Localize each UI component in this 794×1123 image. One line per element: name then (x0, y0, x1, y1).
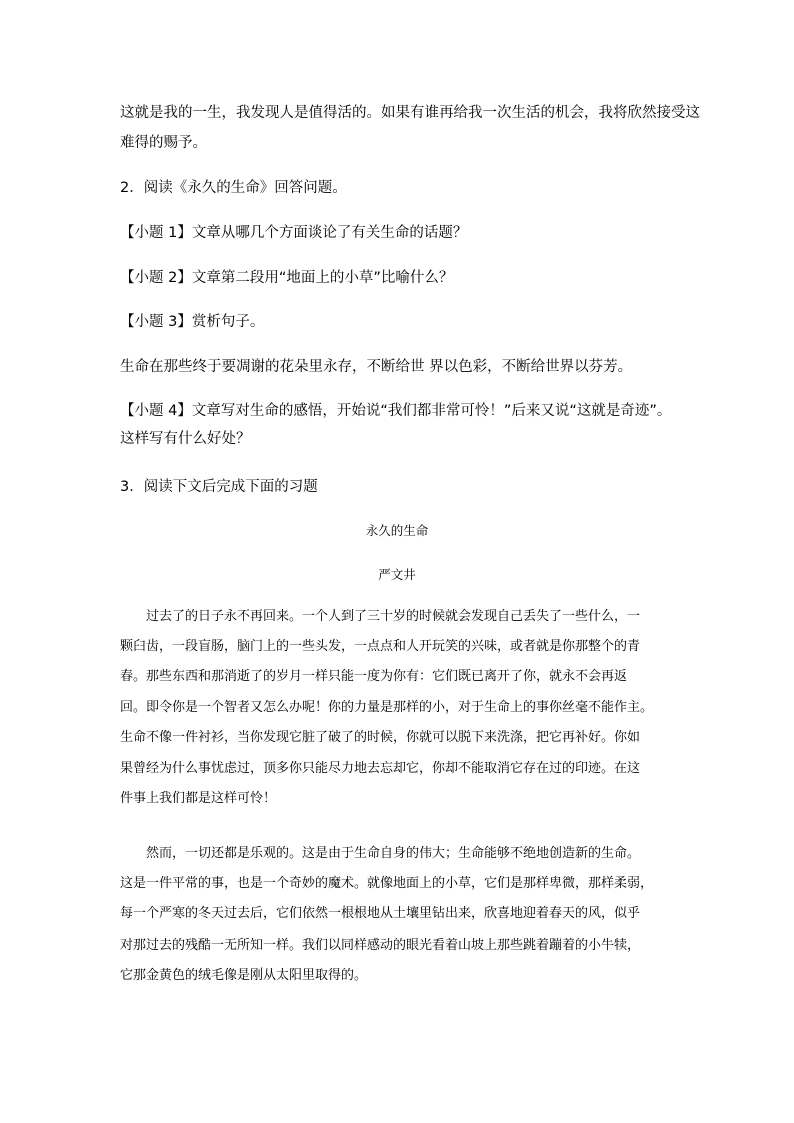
intro-line-1: 这就是我的一生，我发现人是值得活的。如果有谁再给我一次生活的机会，我将欣然接受这 (120, 105, 700, 121)
paragraph-line: 这是一件平常的事，也是一个奇妙的魔术。就像地面上的小草，它们是那样卑微，那样柔弱， (120, 876, 654, 891)
paragraph-line: 春。那些东西和那消逝了的岁月一样只能一度为你有：它们既已离开了你，就永不会再返 (120, 669, 628, 684)
article-title: 永久的生命 (365, 523, 429, 538)
quoted-sentence: 生命在那些终于要凋谢的花朵里永存，不断给世 界以色彩，不断给世界以芬芳。 (120, 359, 633, 375)
subquestion-3: 【小题 3】赏析句子。 (120, 314, 265, 330)
paragraph-line: 过去了的日子永不再回来。一个人到了三十岁的时候就会发现自己丢失了一些什么，一 (146, 609, 641, 624)
paragraph-line: 件事上我们都是这样可怜！ (120, 791, 277, 806)
subquestion-1: 【小题 1】文章从哪几个方面谈论了有关生命的话题？ (120, 225, 468, 241)
paragraph-line: 颗臼齿，一段盲肠，脑门上的一些头发，一点点和人开玩笑的兴味，或者就是你那整个的青 (120, 639, 641, 654)
question-3-heading: 3．阅读下文后完成下面的习题 (120, 479, 318, 495)
question-2-heading: 2．阅读《永久的生命》回答问题。 (120, 180, 347, 196)
article-author: 严文井 (378, 567, 416, 582)
paragraph-line: 它那金黄色的绒毛像是刚从太阳里取得的。 (120, 968, 368, 983)
subquestion-4-line-1: 【小题 4】文章写对生命的感悟，开始说“我们都非常可怜！”后来又说“这就是奇迹”。 (120, 403, 672, 419)
subquestion-4-line-2: 这样写有什么好处？ (120, 431, 251, 447)
intro-line-2: 难得的赐予。 (120, 135, 207, 151)
paragraph-line: 然而，一切还都是乐观的。这是由于生命自身的伟大；生命能够不绝地创造新的生命。 (146, 846, 641, 861)
paragraph-line: 回。即令你是一个智者又怎么办呢！你的力量是那样的小，对于生命上的事你丝毫不能作主。 (120, 700, 654, 715)
paragraph-line: 每一个严寒的冬天过去后，它们依然一根根地从土壤里钻出来，欣喜地迎着春天的风，似乎 (120, 906, 641, 921)
paragraph-line: 生命不像一件衬衫，当你发现它脏了破了的时候，你就可以脱下来洗涤，把它再补好。你如 (120, 730, 641, 745)
paragraph-line: 对那过去的残酷一无所知一样。我们以同样感动的眼光看着山坡上那些跳着蹦着的小牛犊， (120, 938, 641, 953)
paragraph-line: 果曾经为什么事忧虑过，顶多你只能尽力地去忘却它，你却不能取消它存在过的印迹。在这 (120, 761, 641, 776)
subquestion-2: 【小题 2】文章第二段用“地面上的小草”比喻什么？ (120, 270, 454, 286)
